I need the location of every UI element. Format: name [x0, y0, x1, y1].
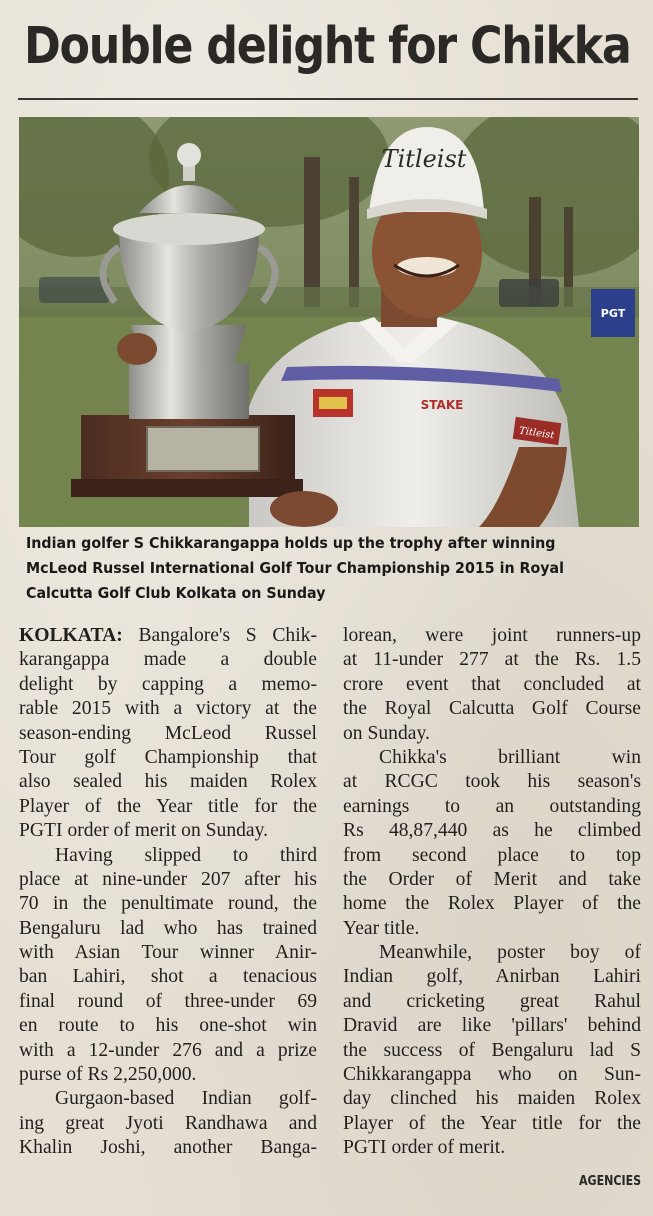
article-line [19, 624, 317, 648]
article-line: karangappa made a double [19, 649, 317, 671]
article-line: Bengaluru lad who has trained [19, 917, 317, 939]
article-line: ing great Jyoti Randhawa and [19, 1112, 317, 1134]
article-line: Meanwhile, poster boy of [379, 942, 641, 964]
article-line: final round of three-under 69 [19, 990, 317, 1012]
article-line: with a 12-under 276 and a prize [19, 1039, 317, 1061]
article-line: with Asian Tour winner Anir- [19, 942, 317, 964]
article-line: delight by capping a memo- [19, 673, 317, 695]
photo-caption [26, 531, 593, 606]
article-column-right [343, 624, 641, 1161]
pgt-board-logo: PGT [600, 307, 626, 320]
caption-line: Indian golfer S Chikkarangappa holds up the trophy after winning [26, 534, 556, 552]
dateline: KOLKATA: [19, 625, 123, 646]
article-line: the Order of Merit and take [343, 868, 641, 890]
article-line: Year title. [343, 917, 420, 939]
article-line: earnings to an outstanding [343, 795, 641, 817]
article-line: purse of Rs 2,250,000. [19, 1064, 197, 1086]
headline-rule [18, 98, 638, 100]
article-line: en route to his one-shot win [19, 1015, 317, 1037]
caption-line: McLeod Russel International Golf Tour Championship 2015 in Royal [26, 559, 565, 577]
article-line: PGTI order of merit on Sunday. [19, 820, 269, 842]
caption-line: Calcutta Golf Club Kolkata on Sunday [26, 584, 326, 602]
article-line: Chikka's brilliant win [379, 746, 641, 768]
article-line: from second place to top [343, 844, 641, 866]
byline: AGENCIES [578, 1174, 641, 1189]
article-line: rable 2015 with a victory at the [19, 698, 317, 720]
article-column-left [19, 624, 317, 1161]
article-line: Dravid are like 'pillars' behind [343, 1015, 641, 1037]
article-line-text: Bangalore's S Chik- [122, 625, 317, 646]
golfer-with-trophy-illustration [19, 117, 639, 527]
article-line: 70 in the penultimate round, the [19, 893, 317, 915]
article-line: Player of the Year title for the [343, 1112, 641, 1134]
shirt-logo: STAKE [420, 398, 464, 412]
headline: Double delight for Chikka [24, 17, 631, 76]
article-line: Tour golf Championship that [19, 746, 317, 768]
article-line: Khalin Joshi, another Banga- [19, 1137, 317, 1159]
article-line: season-ending McLeod Russel [19, 722, 317, 744]
article-line: PGTI order of merit. [343, 1137, 506, 1159]
article-line: Indian golf, Anirban Lahiri [343, 966, 641, 988]
article-line: ban Lahiri, shot a tenacious [19, 966, 317, 988]
article-line: the Royal Calcutta Golf Course [343, 698, 641, 720]
article-line: and cricketing great Rahul [343, 990, 641, 1012]
article-line: crore event that concluded at [343, 673, 641, 695]
cap-logo: Titleist [381, 145, 467, 173]
article-line: Rs 48,87,440 as he climbed [343, 820, 641, 842]
article-line: at RCGC took his season's [343, 771, 641, 793]
article-line: Chikkarangappa who on Sun- [343, 1064, 641, 1086]
article-line: on Sunday. [343, 722, 430, 744]
article-line: the success of Bengaluru lad S [343, 1039, 641, 1061]
article-photo [19, 117, 639, 527]
article-line: Gurgaon-based Indian golf- [55, 1088, 317, 1110]
article-line: home the Rolex Player of the [343, 893, 641, 915]
article-line: Player of the Year title for the [19, 795, 317, 817]
article-line: at 11-under 277 at the Rs. 1.5 [343, 649, 641, 671]
article-line: place at nine-under 207 after his [19, 868, 317, 890]
sleeve-logo: Titleist [518, 425, 555, 442]
article-line: also sealed his maiden Rolex [19, 771, 317, 793]
article-line: day clinched his maiden Rolex [343, 1088, 641, 1110]
article-line: lorean, were joint runners-up [343, 625, 641, 646]
article-line: Having slipped to third [55, 844, 317, 866]
